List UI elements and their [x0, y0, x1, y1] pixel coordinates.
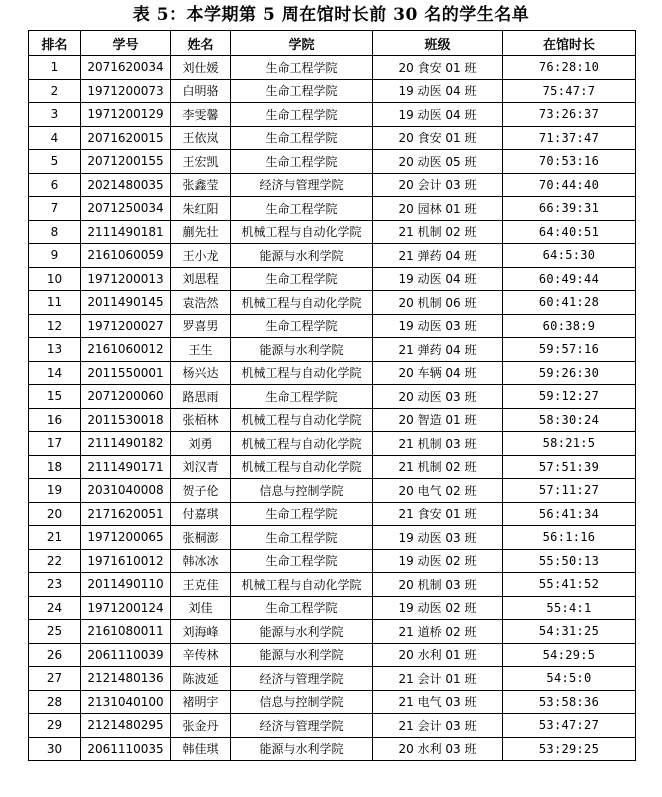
cell-rank: 6	[29, 173, 81, 197]
cell-student-id: 1971200065	[81, 526, 171, 550]
cell-name: 王克佳	[171, 573, 231, 597]
table-row	[29, 267, 636, 291]
cell-student-id: 1971200073	[81, 79, 171, 103]
cell-rank: 8	[29, 220, 81, 244]
cell-duration: 59:12:27	[503, 385, 636, 409]
cell-class: 20 机制 03 班	[373, 573, 503, 597]
cell-duration: 53:47:27	[503, 714, 636, 738]
cell-class: 21 弹药 04 班	[373, 338, 503, 362]
cell-name: 王宏凯	[171, 150, 231, 174]
table-row	[29, 126, 636, 150]
cell-class: 20 食安 01 班	[373, 56, 503, 80]
cell-rank: 18	[29, 455, 81, 479]
cell-duration: 58:21:5	[503, 432, 636, 456]
cell-name: 张金丹	[171, 714, 231, 738]
table-row	[29, 714, 636, 738]
table-row	[29, 432, 636, 456]
cell-college: 生命工程学院	[231, 502, 373, 526]
cell-college: 生命工程学院	[231, 150, 373, 174]
cell-name: 褚明宇	[171, 690, 231, 714]
cell-rank: 9	[29, 244, 81, 268]
cell-duration: 73:26:37	[503, 103, 636, 127]
cell-duration: 54:5:0	[503, 667, 636, 691]
cell-class: 19 动医 04 班	[373, 267, 503, 291]
cell-duration: 71:37:47	[503, 126, 636, 150]
cell-class: 21 电气 03 班	[373, 690, 503, 714]
cell-college: 生命工程学院	[231, 526, 373, 550]
cell-duration: 57:51:39	[503, 455, 636, 479]
cell-student-id: 2131040100	[81, 690, 171, 714]
cell-student-id: 1971200027	[81, 314, 171, 338]
cell-class: 20 动医 03 班	[373, 385, 503, 409]
cell-class: 20 水利 03 班	[373, 737, 503, 761]
cell-class: 21 弹药 04 班	[373, 244, 503, 268]
table-row	[29, 197, 636, 221]
cell-duration: 75:47:7	[503, 79, 636, 103]
cell-name: 付嘉琪	[171, 502, 231, 526]
cell-name: 刘思程	[171, 267, 231, 291]
cell-rank: 14	[29, 361, 81, 385]
cell-college: 经济与管理学院	[231, 667, 373, 691]
table-row	[29, 620, 636, 644]
cell-student-id: 2121480136	[81, 667, 171, 691]
cell-name: 袁浩然	[171, 291, 231, 315]
cell-name: 张栢林	[171, 408, 231, 432]
cell-name: 杨兴达	[171, 361, 231, 385]
cell-name: 贺子伦	[171, 479, 231, 503]
cell-class: 20 水利 01 班	[373, 643, 503, 667]
document-title: 表 5：本学期第 5 周在馆时长前 30 名的学生名单	[132, 5, 530, 25]
cell-name: 张鑫莹	[171, 173, 231, 197]
cell-class: 21 机制 02 班	[373, 455, 503, 479]
cell-student-id: 2061110039	[81, 643, 171, 667]
cell-name: 陈波延	[171, 667, 231, 691]
cell-rank: 21	[29, 526, 81, 550]
cell-duration: 55:50:13	[503, 549, 636, 573]
table-row	[29, 79, 636, 103]
cell-name: 王小龙	[171, 244, 231, 268]
cell-college: 能源与水利学院	[231, 244, 373, 268]
cell-rank: 29	[29, 714, 81, 738]
cell-duration: 76:28:10	[503, 56, 636, 80]
cell-student-id: 2011550001	[81, 361, 171, 385]
cell-name: 刘汉青	[171, 455, 231, 479]
cell-duration: 57:11:27	[503, 479, 636, 503]
cell-rank: 19	[29, 479, 81, 503]
table-row	[29, 479, 636, 503]
cell-student-id: 2111490181	[81, 220, 171, 244]
cell-duration: 55:41:52	[503, 573, 636, 597]
cell-rank: 7	[29, 197, 81, 221]
cell-rank: 15	[29, 385, 81, 409]
cell-college: 机械工程与自动化学院	[231, 220, 373, 244]
cell-college: 能源与水利学院	[231, 643, 373, 667]
cell-college: 机械工程与自动化学院	[231, 573, 373, 597]
cell-college: 生命工程学院	[231, 549, 373, 573]
cell-class: 20 食安 01 班	[373, 126, 503, 150]
cell-college: 机械工程与自动化学院	[231, 291, 373, 315]
header-name: 姓名	[171, 31, 231, 56]
cell-class: 20 会计 03 班	[373, 173, 503, 197]
cell-duration: 53:29:25	[503, 737, 636, 761]
cell-college: 生命工程学院	[231, 314, 373, 338]
cell-rank: 10	[29, 267, 81, 291]
cell-rank: 3	[29, 103, 81, 127]
cell-duration: 56:41:34	[503, 502, 636, 526]
table-row	[29, 596, 636, 620]
cell-rank: 23	[29, 573, 81, 597]
cell-name: 辛传林	[171, 643, 231, 667]
cell-class: 19 动医 04 班	[373, 79, 503, 103]
cell-college: 机械工程与自动化学院	[231, 408, 373, 432]
cell-student-id: 2071620034	[81, 56, 171, 80]
cell-class: 19 动医 02 班	[373, 596, 503, 620]
table-row	[29, 56, 636, 80]
cell-rank: 22	[29, 549, 81, 573]
ranking-table	[28, 30, 636, 761]
table-row	[29, 103, 636, 127]
cell-name: 白明骆	[171, 79, 231, 103]
cell-college: 生命工程学院	[231, 56, 373, 80]
cell-class: 20 园林 01 班	[373, 197, 503, 221]
cell-duration: 55:4:1	[503, 596, 636, 620]
cell-name: 路思雨	[171, 385, 231, 409]
cell-duration: 54:31:25	[503, 620, 636, 644]
cell-class: 20 动医 05 班	[373, 150, 503, 174]
cell-name: 李雯馨	[171, 103, 231, 127]
cell-name: 蒯先壮	[171, 220, 231, 244]
cell-student-id: 2071620015	[81, 126, 171, 150]
cell-student-id: 1971610012	[81, 549, 171, 573]
cell-class: 21 会计 03 班	[373, 714, 503, 738]
table-row	[29, 220, 636, 244]
cell-student-id: 1971200013	[81, 267, 171, 291]
table-row	[29, 549, 636, 573]
cell-student-id: 1971200124	[81, 596, 171, 620]
table-row	[29, 173, 636, 197]
table-row	[29, 643, 636, 667]
cell-college: 生命工程学院	[231, 267, 373, 291]
table-row	[29, 314, 636, 338]
cell-rank: 11	[29, 291, 81, 315]
cell-class: 21 机制 03 班	[373, 432, 503, 456]
table-row	[29, 526, 636, 550]
cell-college: 信息与控制学院	[231, 690, 373, 714]
cell-student-id: 2111490171	[81, 455, 171, 479]
cell-college: 机械工程与自动化学院	[231, 432, 373, 456]
cell-student-id: 2161060059	[81, 244, 171, 268]
cell-class: 21 道桥 02 班	[373, 620, 503, 644]
cell-duration: 56:1:16	[503, 526, 636, 550]
table-row	[29, 338, 636, 362]
cell-student-id: 2011490145	[81, 291, 171, 315]
cell-student-id: 2121480295	[81, 714, 171, 738]
table-row	[29, 385, 636, 409]
table-row	[29, 667, 636, 691]
cell-rank: 26	[29, 643, 81, 667]
cell-rank: 16	[29, 408, 81, 432]
cell-rank: 27	[29, 667, 81, 691]
cell-rank: 4	[29, 126, 81, 150]
cell-duration: 70:44:40	[503, 173, 636, 197]
cell-duration: 66:39:31	[503, 197, 636, 221]
cell-college: 能源与水利学院	[231, 338, 373, 362]
cell-rank: 28	[29, 690, 81, 714]
header-student-id: 学号	[81, 31, 171, 56]
cell-class: 20 智造 01 班	[373, 408, 503, 432]
cell-name: 王依岚	[171, 126, 231, 150]
cell-duration: 53:58:36	[503, 690, 636, 714]
cell-duration: 70:53:16	[503, 150, 636, 174]
cell-name: 韩冰冰	[171, 549, 231, 573]
cell-student-id: 2021480035	[81, 173, 171, 197]
cell-duration: 54:29:5	[503, 643, 636, 667]
cell-name: 刘佳	[171, 596, 231, 620]
cell-name: 罗喜男	[171, 314, 231, 338]
cell-duration: 59:57:16	[503, 338, 636, 362]
cell-class: 20 机制 06 班	[373, 291, 503, 315]
cell-class: 20 车辆 04 班	[373, 361, 503, 385]
cell-student-id: 2031040008	[81, 479, 171, 503]
cell-name: 刘海峰	[171, 620, 231, 644]
cell-college: 生命工程学院	[231, 197, 373, 221]
cell-rank: 12	[29, 314, 81, 338]
cell-college: 生命工程学院	[231, 385, 373, 409]
cell-name: 张桐澎	[171, 526, 231, 550]
cell-rank: 24	[29, 596, 81, 620]
cell-rank: 2	[29, 79, 81, 103]
cell-duration: 60:49:44	[503, 267, 636, 291]
cell-class: 21 食安 01 班	[373, 502, 503, 526]
header-rank: 排名	[29, 31, 81, 56]
cell-student-id: 2161060012	[81, 338, 171, 362]
table-row	[29, 244, 636, 268]
cell-rank: 30	[29, 737, 81, 761]
table-row	[29, 150, 636, 174]
cell-rank: 1	[29, 56, 81, 80]
cell-name: 韩佳琪	[171, 737, 231, 761]
cell-name: 朱红阳	[171, 197, 231, 221]
table-header-row	[29, 31, 636, 56]
cell-duration: 60:41:28	[503, 291, 636, 315]
cell-class: 19 动医 04 班	[373, 103, 503, 127]
cell-college: 机械工程与自动化学院	[231, 361, 373, 385]
cell-college: 生命工程学院	[231, 103, 373, 127]
cell-class: 19 动医 03 班	[373, 526, 503, 550]
table-row	[29, 408, 636, 432]
cell-student-id: 2011530018	[81, 408, 171, 432]
cell-class: 20 电气 02 班	[373, 479, 503, 503]
table-row	[29, 573, 636, 597]
cell-student-id: 2111490182	[81, 432, 171, 456]
cell-rank: 25	[29, 620, 81, 644]
cell-student-id: 2061110035	[81, 737, 171, 761]
cell-duration: 60:38:9	[503, 314, 636, 338]
cell-name: 刘仕媛	[171, 56, 231, 80]
cell-student-id: 2071200060	[81, 385, 171, 409]
cell-duration: 64:5:30	[503, 244, 636, 268]
cell-college: 生命工程学院	[231, 596, 373, 620]
cell-duration: 59:26:30	[503, 361, 636, 385]
cell-student-id: 2071200155	[81, 150, 171, 174]
cell-duration: 64:40:51	[503, 220, 636, 244]
cell-rank: 13	[29, 338, 81, 362]
cell-student-id: 2161080011	[81, 620, 171, 644]
cell-student-id: 2071250034	[81, 197, 171, 221]
header-college: 学院	[231, 31, 373, 56]
cell-college: 能源与水利学院	[231, 620, 373, 644]
cell-duration: 58:30:24	[503, 408, 636, 432]
cell-rank: 17	[29, 432, 81, 456]
cell-student-id: 2171620051	[81, 502, 171, 526]
table-row	[29, 690, 636, 714]
table-row	[29, 455, 636, 479]
table-row	[29, 291, 636, 315]
cell-college: 生命工程学院	[231, 79, 373, 103]
cell-rank: 20	[29, 502, 81, 526]
cell-name: 王生	[171, 338, 231, 362]
cell-college: 机械工程与自动化学院	[231, 455, 373, 479]
table-body	[29, 56, 636, 761]
cell-college: 生命工程学院	[231, 126, 373, 150]
cell-class: 21 机制 02 班	[373, 220, 503, 244]
table-row	[29, 502, 636, 526]
header-class: 班级	[373, 31, 503, 56]
cell-college: 经济与管理学院	[231, 173, 373, 197]
table-row	[29, 737, 636, 761]
cell-college: 信息与控制学院	[231, 479, 373, 503]
cell-college: 能源与水利学院	[231, 737, 373, 761]
cell-name: 刘勇	[171, 432, 231, 456]
cell-class: 19 动医 02 班	[373, 549, 503, 573]
cell-rank: 5	[29, 150, 81, 174]
cell-student-id: 2011490110	[81, 573, 171, 597]
cell-class: 19 动医 03 班	[373, 314, 503, 338]
cell-student-id: 1971200129	[81, 103, 171, 127]
header-duration: 在馆时长	[503, 31, 636, 56]
table-row	[29, 361, 636, 385]
cell-college: 经济与管理学院	[231, 714, 373, 738]
cell-class: 21 会计 01 班	[373, 667, 503, 691]
